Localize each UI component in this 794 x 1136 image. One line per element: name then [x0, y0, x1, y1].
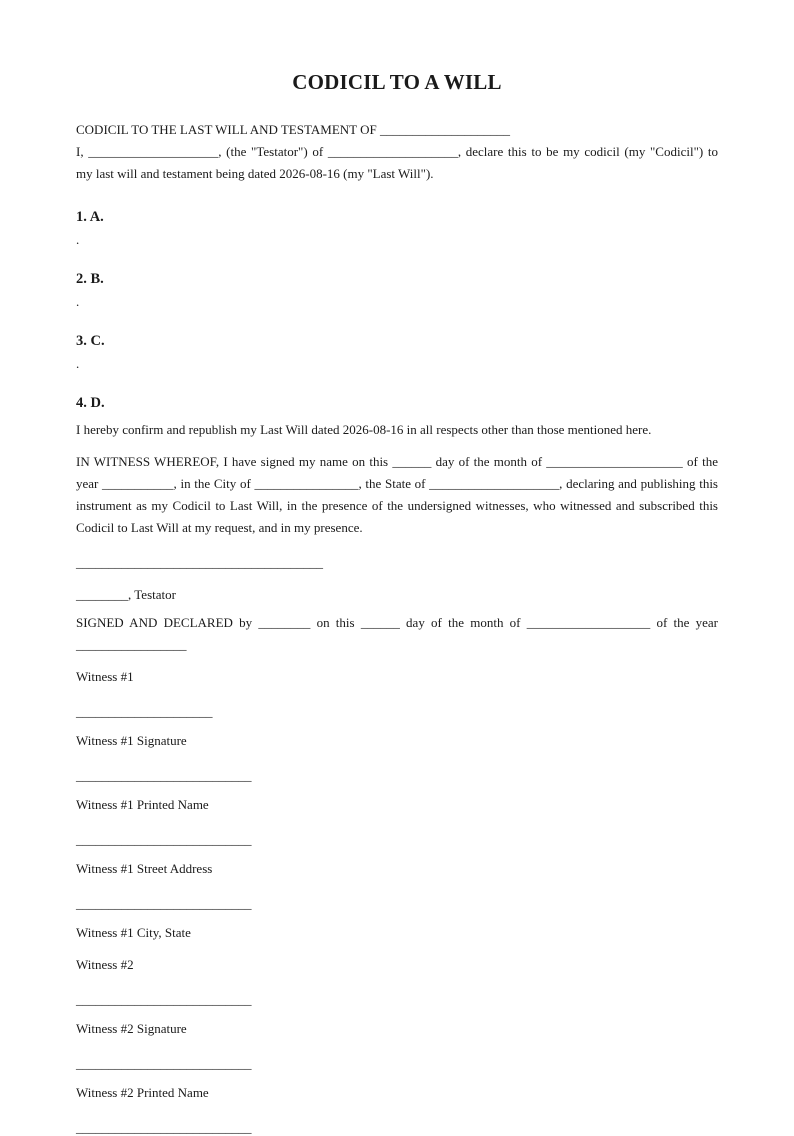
witness2-street-line: ___________________________: [76, 1120, 252, 1135]
section-1-body: .: [76, 232, 80, 247]
section-2-heading: 2. B.: [76, 271, 104, 287]
witness1-printed-name-line: ___________________________: [76, 768, 252, 783]
section-4-body: I hereby confirm and republish my Last Will dated 2026-08-16 in all respects other than those mentioned here.: [76, 422, 652, 437]
witness1-header: Witness #1: [76, 669, 134, 684]
witness2-printed-name-label: Witness #2 Printed Name: [76, 1085, 209, 1100]
witness1-city-line: ___________________________: [76, 896, 252, 911]
witness1-signature-line: _____________________: [76, 704, 213, 719]
section-3-heading: 3. C.: [76, 333, 105, 349]
witness1-signature-label: Witness #1 Signature: [76, 733, 187, 748]
testator-label: ________, Testator: [76, 587, 176, 602]
witness2-signature-line: ___________________________: [76, 992, 252, 1007]
witness2-printed-name-line: ___________________________: [76, 1056, 252, 1071]
document-title: CODICIL TO A WILL: [292, 70, 502, 94]
signed-declared-paragraph: SIGNED AND DECLARED by ________ on this ______ day of the month of ___________________ of the year _________________: [76, 615, 718, 652]
intro-line: CODICIL TO THE LAST WILL AND TESTAMENT OF ____________________: [76, 122, 510, 137]
section-2-body: .: [76, 294, 80, 309]
section-1-heading: 1. A.: [76, 209, 104, 225]
declaration-paragraph: I, ____________________, (the "Testator") of ____________________, declare this to be my codicil (my "Codicil") to my last will and testament being dated 2026-08-16 (my "Last Will").: [76, 144, 718, 181]
section-4-heading: 4. D.: [76, 395, 105, 411]
witness2-signature-label: Witness #2 Signature: [76, 1021, 187, 1036]
testator-signature-line: ______________________________________: [76, 555, 323, 570]
witness1-city-label: Witness #1 City, State: [76, 925, 191, 940]
witness2-header: Witness #2: [76, 957, 134, 972]
witness-clause: IN WITNESS WHEREOF, I have signed my name on this ______ day of the month of _____________________ of the year ___________, in the City of ________________, the State of ____________________, declaring and publishing this instrument as my Codicil to Last Will, in the presence of the undersigned witnesses, who witnessed and subscribed this Codicil to Last Will at my request, and in my presence.: [76, 454, 718, 535]
section-3-body: .: [76, 356, 80, 371]
witness1-street-line: ___________________________: [76, 832, 252, 847]
witness1-street-label: Witness #1 Street Address: [76, 861, 213, 876]
witness1-printed-name-label: Witness #1 Printed Name: [76, 797, 209, 812]
